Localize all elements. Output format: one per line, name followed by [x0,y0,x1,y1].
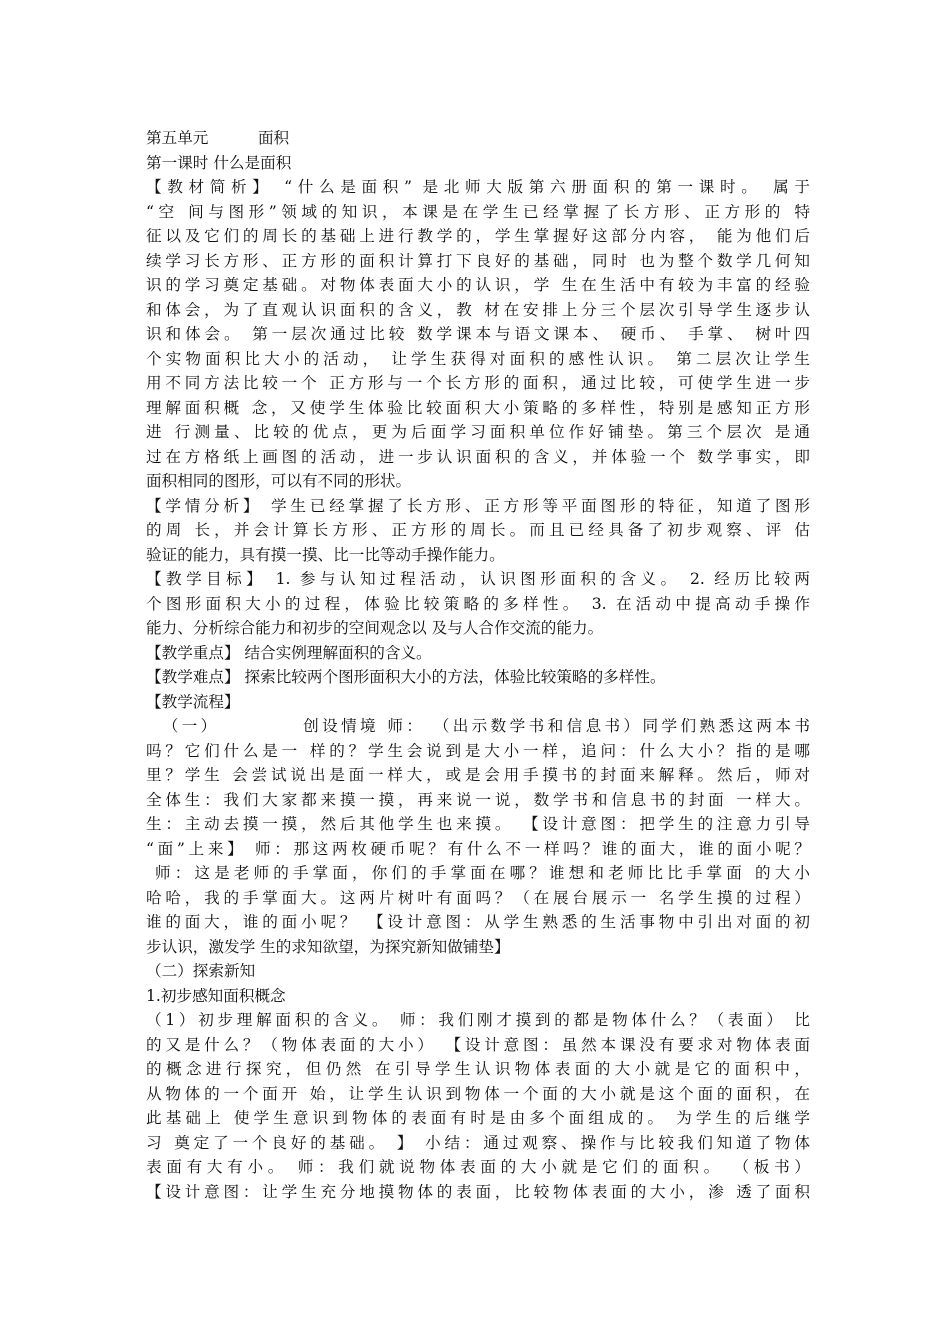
text-line: 征以及它们的周长的基础上进行教学的，学生掌握好这部分内容， 能为他们后 [146,227,810,245]
text-line: 表面有大有小。 师：我们就说物体表面的大小就是它们的面积。 （板书） [146,1158,810,1176]
text-line: 【教学重点】 结合实例理解面积的含义。 [146,643,432,662]
text-line: 识和体会。 第一层次通过比较 数学课本与语文课本、 硬币、 手掌、 树叶四 [146,325,810,343]
text-line: 全体生：我们大家都来摸一摸，再来说一说，数学书和信息书的封面 一样大。 [146,790,810,809]
text-line: 【教学流程】 [146,692,240,711]
text-line: “面”上来】 师：那这两枚硬币呢？有什么不一样吗？谁的面大，谁的面小呢？ [146,839,810,858]
text-line: 第一课时 什么是面积 [146,153,292,172]
text-line: 过在方格纸上画图的活动，进一步认识面积的含义，并体验一个 数学事实，即 [146,447,810,466]
text-line: 的周 长，并会计算长方形、正方形的周长。而且已经具备了初步观察、评 估 [146,521,810,539]
text-line: 个图形面积大小的过程，体验比较策略的多样性。 3. 在活动中提高动手操作 [146,594,810,613]
text-line: 进 行测量、比较的优点，更为后面学习面积单位作好铺垫。第三个层次 是通 [146,423,810,441]
text-line: 1.初步感知面积概念 [146,986,286,1005]
text-line: 用不同方法比较一个 正方形与一个长方形的面积，通过比较，可使学生进一步 [146,374,810,392]
document-page [146,126,810,1204]
text-line: 生：主动去摸一摸，然后其他学生也来摸。 【设计意图：把学生的注意力引导 [146,815,810,833]
text-line: 哈哈，我的手掌面大。这两片树叶有面吗？（在展台展示一 名学生摸的过程） [146,888,810,907]
text-line: 习 奠定了一个良好的基础。 】 小结：通过观察、操作与比较我们知道了物体 [146,1133,810,1152]
text-line: 【学情分析】 学生已经掌握了长方形、正方形等平面图形的特征，知道了图形 [146,496,810,515]
text-line: 识的学习奠定基础。对物体表面大小的认识，学 生在生活中有较为丰富的经验 [146,276,810,294]
text-line: 【教学难点】 探索比较两个图形面积大小的方法，体验比较策略的多样性。 [146,668,666,686]
text-line: 从物体的一个面开 始，让学生认识到物体一个面的大小就是这个面的面积，在 [146,1084,810,1103]
text-line: 吗？它们什么是一 样的？学生会说到是大小一样，追问：什么大小？指的是哪 [146,741,810,760]
text-line: 【教材简析】 “什么是面积” 是北师大版第六册面积的第一课时。 属于 [146,178,810,196]
text-line: 续学习长方形、正方形的面积计算打下良好的基础，同时 也为整个数学几何知 [146,251,810,270]
text-line: （二）探索新知 [146,962,256,980]
text-line: 的又是什么？（物体表面的大小） 【设计意图：虽然本课没有要求对物体表面 [146,1035,810,1054]
text-line: 【教学目标】 1. 参与认知过程活动，认识图形面积的含义。 2. 经历比较两 [146,570,810,588]
text-line: 个实物面积比大小的活动， 让学生获得对面积的感性认识。 第二层次让学生 [146,349,810,368]
text-line: （1）初步理解面积的含义。 师：我们刚才摸到的都是物体什么？（表面） 比 [146,1011,810,1029]
text-line: 和体会，为了直观认识面积的含义，教 材在安排上分三个层次引导学生逐步认 [146,300,810,319]
text-line: 能力、分析综合能力和初步的空间观念以 及与人合作交流的能力。 [146,619,604,637]
text-line: 理解面积概 念，又使学生体验比较面积大小策略的多样性，特别是感知正方形 [146,398,810,417]
text-line: 的概念进行探究，但仍然 在引导学生认识物体表面的大小就是它的面积中， [146,1060,810,1078]
text-line: 步认识，激发学 生的求知欲望，为探究新知做铺垫】 [146,937,510,956]
text-line: 此基础上 使学生意识到物体的表面有时是由多个面组成的。 为学生的后继学 [146,1109,810,1127]
text-line: “空 间与图形”领域的知识，本课是在学生已经掌握了长方形、正方形的 特 [146,202,810,221]
text-line: 第五单元 面积 [146,129,290,147]
text-line: 面积相同的图形，可以有不同的形状。 [146,472,412,490]
text-line: 验证的能力，具有摸一摸、比一比等动手操作能力。 [146,545,505,564]
text-line: 谁的面大，谁的面小呢？ 【设计意图：从学生熟悉的生活事物中引出对面的初 [146,913,810,931]
text-line: 里？学生 会尝试说出是面一样大，或是会用手摸书的封面来解释。然后，师对 [146,766,810,784]
text-line: 【设计意图：让学生充分地摸物体的表面，比较物体表面的大小，渗 透了面积 [146,1182,810,1201]
text-line: 师：这是老师的手掌面，你们的手掌面在哪？谁想和老师比比手掌面 的大小 [146,864,810,882]
text-line: （一） 创设情境 师： （出示数学书和信息书）同学们熟悉这两本书 [146,717,810,735]
